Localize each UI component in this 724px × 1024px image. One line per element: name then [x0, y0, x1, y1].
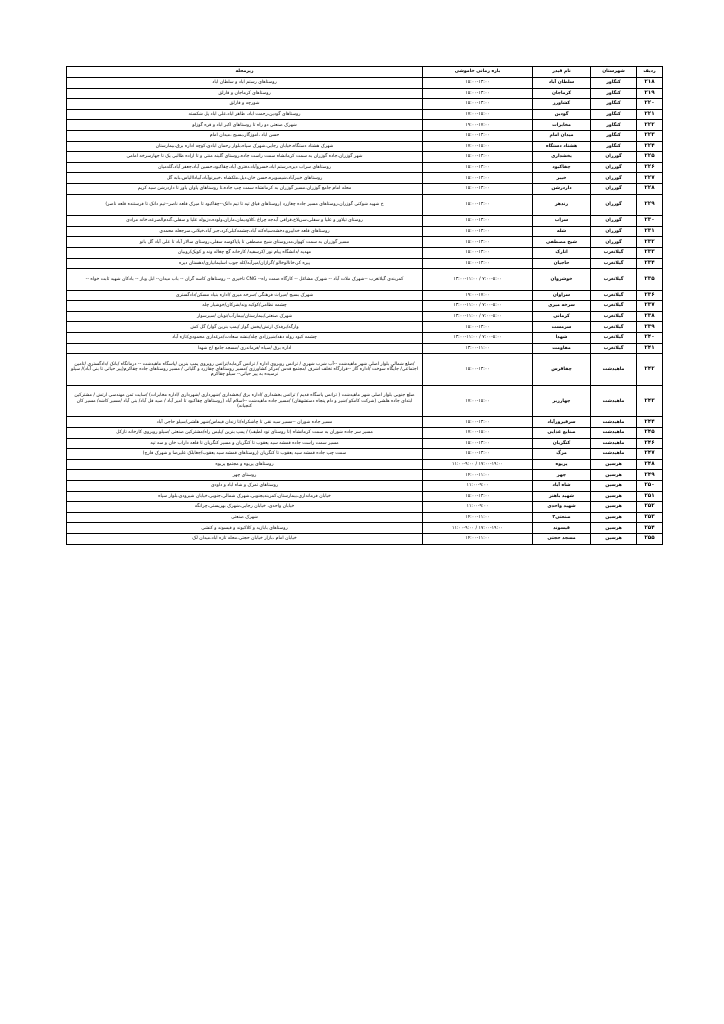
- table-row: [67, 438, 663, 449]
- row-number-cell: ۲۲۸: [637, 183, 663, 194]
- time-range-cell: ۱۵:۰۰-۱۳:۰۰: [423, 99, 533, 110]
- table-row: [67, 385, 663, 417]
- feeder-cell: مسجد حجتی: [533, 533, 591, 544]
- province-cell: هرسین: [591, 470, 637, 481]
- row-number-cell: ۲۳۲: [637, 237, 663, 248]
- province-cell: گیلانغرب: [591, 258, 637, 269]
- row-number-cell: ۲۴۴: [637, 417, 663, 428]
- feeder-cell: اتارک: [533, 247, 591, 258]
- time-range-cell: ۱۹:۰۰-۱۷:۰۰: [423, 120, 533, 131]
- feeder-cell: پریوه: [533, 459, 591, 470]
- area-cell: خیابان واحدی، خیابان رجایی،شهرک بهزیستی،چرانگه: [67, 502, 423, 513]
- time-range-cell: ۱۵:۰۰-۱۳:۰۰: [423, 354, 533, 386]
- row-number-cell: ۲۲۹: [637, 194, 663, 216]
- area-cell: روستاهای سراب دیزه،رستم اباد،خسروآباد،دفتری آباد،چقاکبود،حسین آباد،جعفر آباد،گلدمیان: [67, 162, 423, 173]
- province-cell: گوزران: [591, 183, 637, 194]
- area-cell: پیره کر،خانالوخالو /گرازان/میرآبه/کله جوب اسلیمانیاری/دهستان دیره: [67, 258, 423, 269]
- feeder-cell: کنگریان: [533, 438, 591, 449]
- feeder-cell: خوشروان: [533, 269, 591, 291]
- area-cell: شهرک صنعتی: [67, 512, 423, 523]
- row-number-cell: ۲۲۰: [637, 99, 663, 110]
- row-number-cell: ۲۲۴: [637, 141, 663, 152]
- time-range-cell: ۱۳:۰۰-۱۱:۰۰ / ۷:۰۰-۵:۰۰: [423, 301, 533, 312]
- feeder-cell: کشاورز: [533, 99, 591, 110]
- row-number-cell: ۲۱۹: [637, 88, 663, 99]
- province-cell: گیلانغرب: [591, 247, 637, 258]
- area-cell: روستاهای قلعه خداییرو،دخشه‌سیاه‌کنه آباد،چشمه‌کبلی‌کرد،جبر آباد،خیلانی،سرجعله محمدی: [67, 226, 423, 237]
- feeder-cell: چهارزبر: [533, 385, 591, 417]
- table-row: [67, 523, 663, 534]
- province-cell: ماهیدشت: [591, 438, 637, 449]
- feeder-cell: میدان امام: [533, 130, 591, 141]
- area-cell: اداره برق /سیاه /فرماندری /مسجد جامع /خ شهدا: [67, 343, 423, 354]
- area-cell: روستاهای کرماجان و قارلق: [67, 88, 423, 99]
- area-cell: کمربندی گیلانغرب --شهرک ملات آباد -- شهرک مشاغل -- کارگاه ضمت راه-- CNG تاخیری -- روستاهای کاسه گران -- باب میدان-- ابل وباز -- بادکان شهید ثابت خواه --: [67, 269, 423, 291]
- header-area: زیرمحله: [67, 67, 423, 78]
- time-range-cell: ۱۵:۰۰-۱۳:۰۰: [423, 449, 533, 460]
- time-range-cell: ۱۵:۰۰-۱۳:۰۰: [423, 216, 533, 227]
- province-cell: گوزران: [591, 226, 637, 237]
- area-cell: شهر گوزران،جاده گوزران به سمت کرمانشاه سمت راست جاده،روستای گلینه منتی و تا اراده ظالبی یک تا جهارسرخه امامی: [67, 152, 423, 163]
- table-row: [67, 194, 663, 216]
- time-range-cell: ۱۵:۰۰-۱۳:۰۰: [423, 258, 533, 269]
- province-cell: کنگاور: [591, 99, 637, 110]
- province-cell: گوزران: [591, 152, 637, 163]
- area-cell: مهدیه /دانشگاه پیام نور /کرسفید/ کارخانه گچ چغاله وند و کویک/روبیان: [67, 247, 423, 258]
- time-range-cell: ۱۴:۰۰-۱۱:۰۰: [423, 470, 533, 481]
- row-number-cell: ۲۵۳: [637, 512, 663, 523]
- row-number-cell: ۲۲۲: [637, 120, 663, 131]
- row-number-cell: ۲۵۴: [637, 523, 663, 534]
- table-row: [67, 141, 663, 152]
- area-cell: روستاهای گودین،رحمت اباد، طاهر اباد،علی اباد پل شکسته: [67, 109, 423, 120]
- time-range-cell: ۱۵:۰۰-۱۳:۰۰: [423, 183, 533, 194]
- area-cell: خیابان فرمانداری،بیمارستان،کمربندیجنوبی،شهرک شمالی،جنوبی،خیابان شیرودی،بلوار سپاه: [67, 491, 423, 502]
- time-range-cell: ۱۵:۰۰-۱۳:۰۰: [423, 130, 533, 141]
- row-number-cell: ۲۴۶: [637, 438, 663, 449]
- feeder-cell: شهید واحدی: [533, 502, 591, 513]
- time-range-cell: ۱۷:۰۰-۱۵:۰۰: [423, 109, 533, 120]
- row-number-cell: ۲۵۲: [637, 502, 663, 513]
- area-cell: شهرک صنعتی/بیمارستان/بیمارآب/نوبان /سیرسوار: [67, 311, 423, 322]
- province-cell: هرسین: [591, 491, 637, 502]
- province-cell: ماهیدشت: [591, 385, 637, 417]
- feeder-cell: داردرشن: [533, 183, 591, 194]
- time-range-cell: ۱۵:۰۰-۱۳:۰۰: [423, 162, 533, 173]
- feeder-cell: سرفیروزآباد: [533, 417, 591, 428]
- area-cell: /ضلع شمالی بلوار اصلی شهر ماهیدشت --آب شرب شهری / ترانس روبروی اداره / ترانس گرمابه/ترانس روبروی پمپ بنزین /پاسگاه ماهیدشت -- درمانگاه /بانک /دادگستری /تامین اجتماعی/ جایگاه سوخت /اداره گاز --قرارگاه تخلف اشرف /مجتمع قدس /مرکز کشاورزی /مسیر روستاهای چقازرد و گلیانی / مسیر روستاهای جاده چقاکرم(پیر حیاتی تا بنی آباد)/ سیلو نرسیده به پیر حیاتی-- سیلو چقاکرم: [67, 354, 423, 386]
- area-cell: روستاهای پریوه و مجتمع پریوه: [67, 459, 423, 470]
- row-number-cell: ۲۲۵: [637, 152, 663, 163]
- area-cell: شهرک هشتاد دستگاه،خیابان رجایی،شهرک سپاه،بلوار رحمان ابادی،کوچه اداره برق،بیمارستان: [67, 141, 423, 152]
- time-range-cell: ۱۵:۰۰-۱۳:۰۰: [423, 491, 533, 502]
- area-cell: محله امام جامع گوزران،مسیر گوزران به کرمانشاه سمت چپ جاده،تا روستاهای پاوان یاور تا داردرشن سید کریم: [67, 183, 423, 194]
- row-number-cell: ۲۳۸: [637, 311, 663, 322]
- time-range-cell: ۱۵:۰۰-۱۳:۰۰: [423, 417, 533, 428]
- row-number-cell: ۲۴۸: [637, 459, 663, 470]
- province-cell: هرسین: [591, 533, 637, 544]
- time-range-cell: ۱۵:۰۰-۱۳:۰۰: [423, 237, 533, 248]
- row-number-cell: ۲۱۸: [637, 78, 663, 89]
- table-row: [67, 449, 663, 460]
- feeder-cell: سلطان آباد: [533, 78, 591, 89]
- province-cell: گیلانغرب: [591, 343, 637, 354]
- table-row: [67, 322, 663, 333]
- province-cell: گوزران: [591, 162, 637, 173]
- table-row: [67, 173, 663, 184]
- time-range-cell: ۱۴:۰۰-۱۱:۰۰: [423, 512, 533, 523]
- row-number-cell: ۲۴۲: [637, 354, 663, 386]
- table-row: [67, 491, 663, 502]
- province-cell: کنگاور: [591, 78, 637, 89]
- area-cell: حسن اباد ،اموزگار،بسیج ،میدان امام: [67, 130, 423, 141]
- feeder-cell: سراب: [533, 216, 591, 227]
- feeder-cell: شهدا: [533, 333, 591, 344]
- feeder-cell: مخابرات: [533, 120, 591, 131]
- province-cell: ماهیدشت: [591, 428, 637, 439]
- feeder-cell: یخشداری: [533, 152, 591, 163]
- time-range-cell: ۱۳:۰۰-۱۱:۰۰: [423, 343, 533, 354]
- feeder-cell: صنایع غذایی: [533, 428, 591, 439]
- feeder-cell: مرگ: [533, 449, 591, 460]
- time-range-cell: ۱۵:۰۰-۱۳:۰۰: [423, 438, 533, 449]
- row-number-cell: ۲۴۹: [637, 470, 663, 481]
- province-cell: گوزران: [591, 194, 637, 216]
- feeder-cell: چقاقرس: [533, 354, 591, 386]
- table-row: [67, 343, 663, 354]
- table-row: [67, 502, 663, 513]
- row-number-cell: ۲۴۱: [637, 343, 663, 354]
- province-cell: هرسین: [591, 512, 637, 523]
- table-row: [67, 417, 663, 428]
- province-cell: کنگاور: [591, 88, 637, 99]
- time-range-cell: ۱۵:۰۰-۱۳:۰۰: [423, 173, 533, 184]
- header-row-no: ردیف: [637, 67, 663, 78]
- table-body: [67, 78, 663, 545]
- time-range-cell: ۱۵:۰۰-۱۳:۰۰: [423, 226, 533, 237]
- time-range-cell: ۱۱:۰۰-۹:۰۰: [423, 502, 533, 513]
- row-number-cell: ۲۵۵: [637, 533, 663, 544]
- row-number-cell: ۲۲۱: [637, 109, 663, 120]
- area-cell: وارگه/برفدک ارتش/پخش گوار /پمپ بنزین گوار/ گل کش: [67, 322, 423, 333]
- table-row: [67, 99, 663, 110]
- table-row: [67, 311, 663, 322]
- province-cell: کنگاور: [591, 130, 637, 141]
- area-cell: مسیر گوزران به سمت کهوار،مدروستای شیخ مصطفی تا پاپاکوسه سفلی،روستای سالار آباد تا علی آباد گل بانو: [67, 237, 423, 248]
- row-number-cell: ۲۴۵: [637, 428, 663, 439]
- table-row: [67, 459, 663, 470]
- time-range-cell: ۱۷:۰۰-۱۵:۰۰: [423, 141, 533, 152]
- province-cell: هرسین: [591, 523, 637, 534]
- table-row: [67, 533, 663, 544]
- area-cell: روستاهای تمرک و شاه اباد و داودی: [67, 481, 423, 492]
- table-row: [67, 290, 663, 301]
- time-range-cell: ۱۳:۰۰-۱۱:۰۰ / ۷:۰۰-۵:۰۰: [423, 333, 533, 344]
- feeder-cell: خیبر: [533, 173, 591, 184]
- feeder-cell: حاجیان: [533, 258, 591, 269]
- table-row: [67, 481, 663, 492]
- province-cell: کنگاور: [591, 109, 637, 120]
- feeder-cell: سراوان: [533, 290, 591, 301]
- area-cell: مسیر سمت راست جاده قمشه سید یعقوب تا کنگریان و مسیر کنگریان تا قلعه داراب خان و سه تپه: [67, 438, 423, 449]
- row-number-cell: ۲۲۳: [637, 130, 663, 141]
- row-number-cell: ۲۵۱: [637, 491, 663, 502]
- table-row: [67, 216, 663, 227]
- province-cell: ماهیدشت: [591, 449, 637, 460]
- table-row: [67, 333, 663, 344]
- area-cell: سمت چپ جاده قمشه سید یعقوب تا کنگریان (روستاهای قمشه سید یعقوب/جغابلک علیرضا و شهرک فارج): [67, 449, 423, 460]
- area-cell: روستاهای بابازید و کلاکبوند و قیسوند و کنشی: [67, 523, 423, 534]
- area-cell: شهرک صنعتی دو راه تا روستاهای اکبر اباد و قره گوزلو: [67, 120, 423, 131]
- time-range-cell: ۱۵:۰۰-۱۳:۰۰: [423, 88, 533, 99]
- time-range-cell: ۱۷:۰۰-۱۵:۰۰: [423, 385, 533, 417]
- table-header-row: [67, 67, 663, 78]
- table-row: [67, 237, 663, 248]
- time-range-cell: ۱۳:۰۰-۱۱:۰۰ / ۷:۰۰-۵:۰۰: [423, 269, 533, 291]
- header-time: بازه زمانی خاموشی: [423, 67, 533, 78]
- feeder-cell: مقاومت: [533, 343, 591, 354]
- time-range-cell: ۱۵:۰۰-۱۳:۰۰: [423, 247, 533, 258]
- province-cell: ماهیدشت: [591, 417, 637, 428]
- table-row: [67, 269, 663, 291]
- province-cell: گیلانغرب: [591, 311, 637, 322]
- province-cell: گیلانغرب: [591, 322, 637, 333]
- province-cell: هرسین: [591, 481, 637, 492]
- row-number-cell: ۲۴۳: [637, 385, 663, 417]
- row-number-cell: ۲۲۷: [637, 173, 663, 184]
- area-cell: چشمه کبود روله دهد/شیرزادی چله/بنشه سعادت/مرغداری محمودی/تازه آباد: [67, 333, 423, 344]
- feeder-cell: چقاکبود: [533, 162, 591, 173]
- table-row: [67, 130, 663, 141]
- time-range-cell: ۱۱:۰۰-۹:۰۰ / ۱۷:۰۰-۱۹:۰۰: [423, 523, 533, 534]
- feeder-cell: کرمانی: [533, 311, 591, 322]
- time-range-cell: ۱۵:۰۰-۱۳:۰۰: [423, 78, 533, 89]
- row-number-cell: ۲۳۳: [637, 247, 663, 258]
- feeder-cell: صنعتی۲: [533, 512, 591, 523]
- area-cell: ضلع جنوبی بلوار اصلی شهر ماهیدشت ( ترانس پاسگاه قدیم / ترانس بخشداری /اداره برق /بخشداری /شهرداری /شهرداری /اداره مخابرات) /سایت ثمن مهندسی ارتش / مشترکین ابتدای جاده هلشی (شرکت کامکو /شیر و دام پنجاه دستشهقان) /مسیر جاده ماهیدشت --اسلام آباد (روستاهای چقاکبود تا امیر آباد / صید قل آباد/ بنی آباد /مسیر کاشه/ مسیر کان کنجیانه): [67, 385, 423, 417]
- province-cell: گیلانغرب: [591, 301, 637, 312]
- province-cell: گوزران: [591, 173, 637, 184]
- feeder-cell: قیسوند: [533, 523, 591, 534]
- feeder-cell: زندهر: [533, 194, 591, 216]
- area-cell: خ شهید شوکتی گوزران،روستاهای مسیر جاده چغازرد (روستاهای قیاق تپه تا تیم دانک--چقاکبود تا میرک قلعه ناصر--تیم دانک تا فرستنده قلعه ناصر): [67, 194, 423, 216]
- province-cell: گوزران: [591, 237, 637, 248]
- header-feeder: نام فیدر: [533, 67, 591, 78]
- feeder-cell: گودین: [533, 109, 591, 120]
- province-cell: هرسین: [591, 459, 637, 470]
- table-row: [67, 109, 663, 120]
- province-cell: ماهیدشت: [591, 354, 637, 386]
- area-cell: شهرک بسیج /میراث فرهنگی /سرخه میری /اداره بنیاد مسکن/دادگستری: [67, 290, 423, 301]
- time-range-cell: ۱۵:۰۰-۱۳:۰۰: [423, 322, 533, 333]
- row-number-cell: ۲۳۰: [637, 216, 663, 227]
- time-range-cell: ۱۳:۰۰-۱۱:۰۰ / ۷:۰۰-۵:۰۰: [423, 311, 533, 322]
- province-cell: گیلانغرب: [591, 333, 637, 344]
- table-row: [67, 88, 663, 99]
- province-cell: گوزران: [591, 216, 637, 227]
- row-number-cell: ۲۳۷: [637, 301, 663, 312]
- area-cell: روستاهای خیبرآباد،شیمبویره،حسن خان،دیل،ملکشاه ،خیبرنوآباد،آبیاداالیاس،بابه گل: [67, 173, 423, 184]
- table-row: [67, 301, 663, 312]
- row-number-cell: ۲۳۵: [637, 269, 663, 291]
- feeder-cell: شاه آباد: [533, 481, 591, 492]
- row-number-cell: ۲۳۶: [637, 290, 663, 301]
- row-number-cell: ۲۳۴: [637, 258, 663, 269]
- row-number-cell: ۲۳۱: [637, 226, 663, 237]
- feeder-cell: شله: [533, 226, 591, 237]
- row-number-cell: ۲۵۰: [637, 481, 663, 492]
- time-range-cell: ۱۹:۰۰-۱۷:۰۰: [423, 290, 533, 301]
- table-row: [67, 470, 663, 481]
- table-row: [67, 183, 663, 194]
- feeder-cell: شهید باهنر: [533, 491, 591, 502]
- row-number-cell: ۲۴۰: [637, 333, 663, 344]
- table-row: [67, 162, 663, 173]
- area-cell: شورچه و قارلق: [67, 99, 423, 110]
- table-row: [67, 152, 663, 163]
- table-row: [67, 512, 663, 523]
- table-row: [67, 120, 663, 131]
- table-row: [67, 354, 663, 386]
- row-number-cell: ۲۳۹: [637, 322, 663, 333]
- province-cell: گیلانغرب: [591, 290, 637, 301]
- feeder-cell: شیخ مصطفی: [533, 237, 591, 248]
- area-cell: چشمه نظامی/کوکبه وند/شرکان/خوشیار چله: [67, 301, 423, 312]
- feeder-cell: سرمست: [533, 322, 591, 333]
- row-number-cell: ۲۴۷: [637, 449, 663, 460]
- time-range-cell: ۱۵:۰۰-۱۳:۰۰: [423, 152, 533, 163]
- area-cell: خیابان امام ،بازار خیابان حجتی،محله تازه اباد،میدان لک: [67, 533, 423, 544]
- area-cell: روستاهای رستم اباد و سلطان اباد: [67, 78, 423, 89]
- time-range-cell: ۱۱:۰۰-۹:۰۰: [423, 481, 533, 492]
- province-cell: کنگاور: [591, 120, 637, 131]
- area-cell: روستای چهر: [67, 470, 423, 481]
- header-province: شهرستان: [591, 67, 637, 78]
- outage-schedule-table-wrapper: [66, 66, 662, 545]
- table-row: [67, 258, 663, 269]
- area-cell: مسیر سر جاده شوران به سمت کرمانشاه (تا روستای تود لطیف) / پمپ بنزین /پلیس راه/مشترکین صنعتی /سیلو روبروی کارخانه تازکل: [67, 428, 423, 439]
- table-row: [67, 247, 663, 258]
- outage-schedule-table: [66, 66, 663, 545]
- time-range-cell: ۱۱:۰۰-۹:۰۰ / ۱۷:۰۰-۱۹:۰۰: [423, 459, 533, 470]
- time-range-cell: ۱۴:۰۰-۱۱:۰۰: [423, 533, 533, 544]
- table-row: [67, 226, 663, 237]
- feeder-cell: هشتاد دستگاه: [533, 141, 591, 152]
- time-range-cell: ۱۷:۰۰-۱۵:۰۰: [423, 428, 533, 439]
- row-number-cell: ۲۲۶: [637, 162, 663, 173]
- table-row: [67, 428, 663, 439]
- feeder-cell: چهر: [533, 470, 591, 481]
- table-row: [67, 78, 663, 89]
- area-cell: روستای تیلاور و علیا و سفلی،سرپلاخ،قزاقی آبدجه چراغ ،کلاودیمان،ماران،ولوده،دزیوله علیا و سفلی،گندم‌الصرعه،خانه مرادی: [67, 216, 423, 227]
- province-cell: هرسین: [591, 502, 637, 513]
- area-cell: مسیر جاده شوران --مسیر سید نقی تا چاشکراه/تا زندان قیماس/شهر هلشی/سیلو حاجی آباد: [67, 417, 423, 428]
- province-cell: گیلانغرب: [591, 269, 637, 291]
- feeder-cell: سرخه میری: [533, 301, 591, 312]
- feeder-cell: کرماجان: [533, 88, 591, 99]
- time-range-cell: ۱۵:۰۰-۱۳:۰۰: [423, 194, 533, 216]
- province-cell: کنگاور: [591, 141, 637, 152]
